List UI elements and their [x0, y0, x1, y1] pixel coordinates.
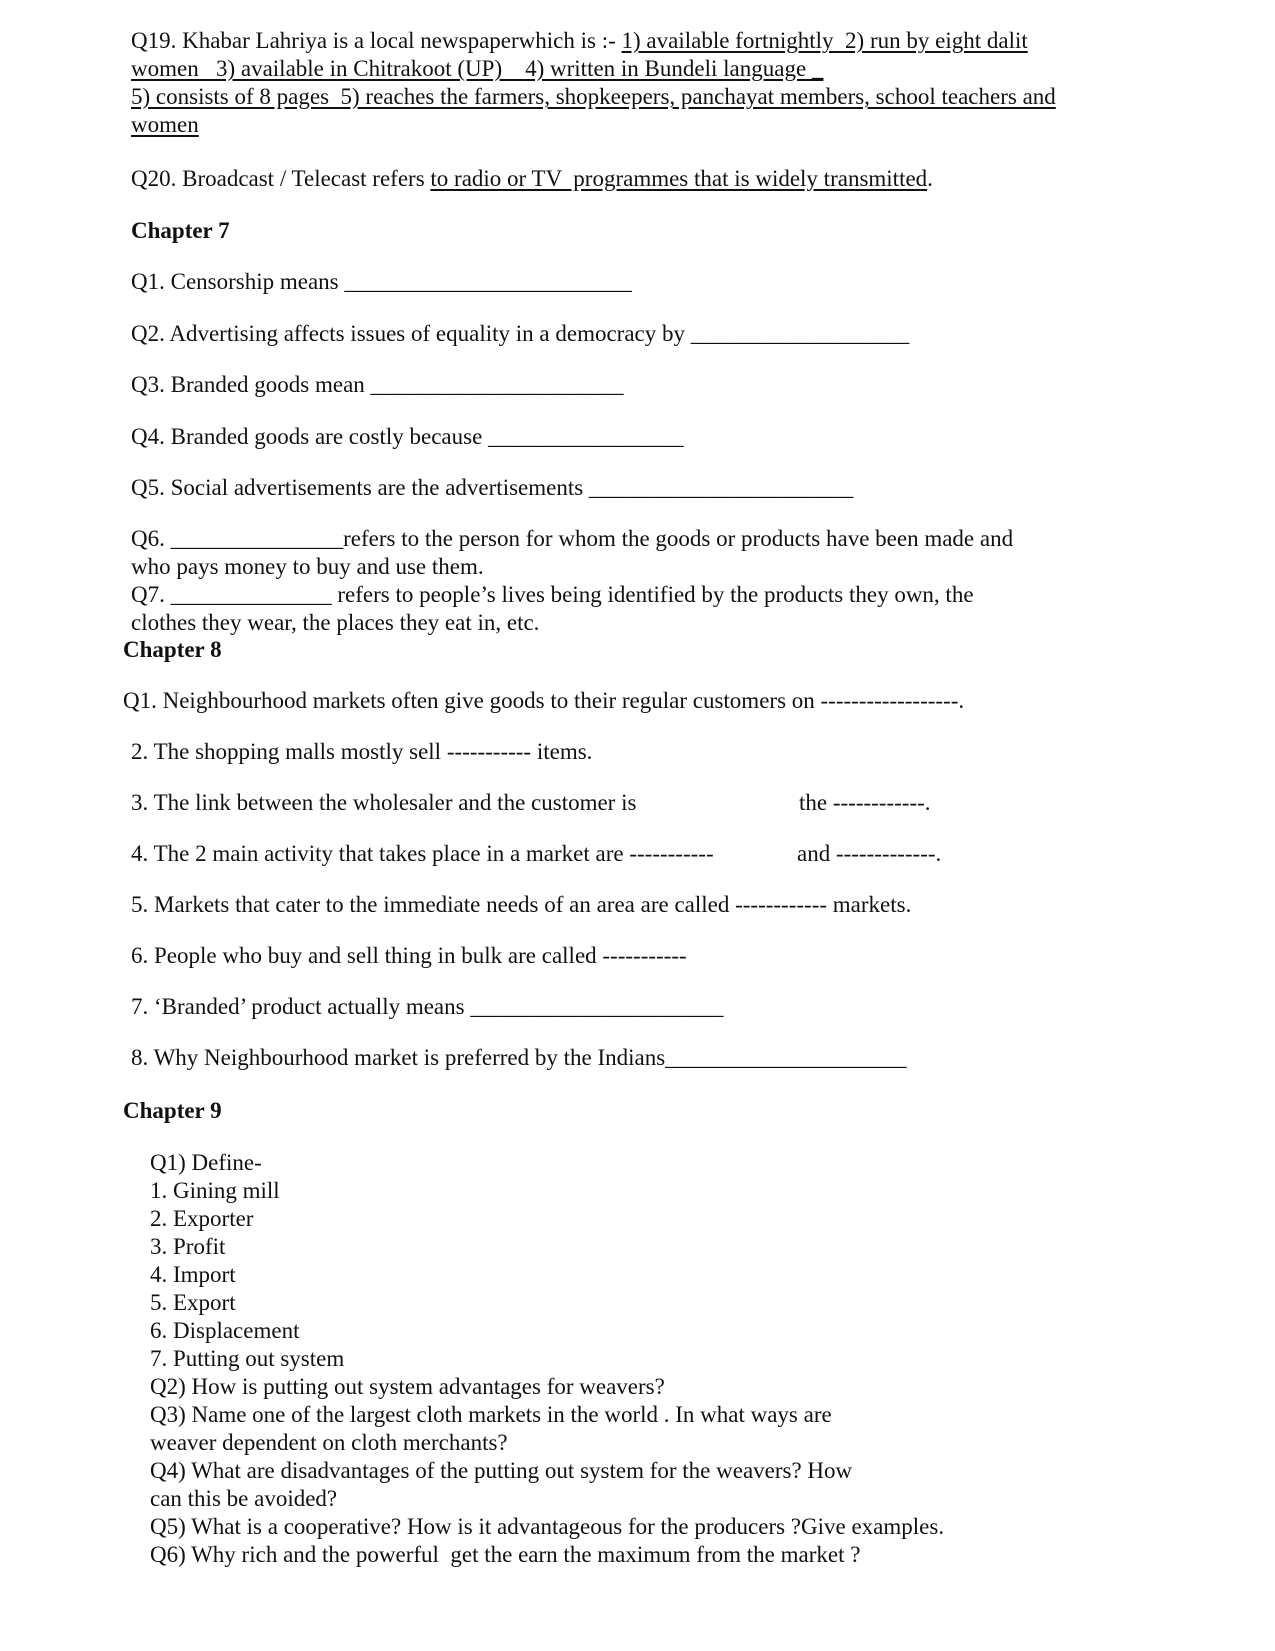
ch7-q4: Q4. Branded goods are costly because _________________ [131, 424, 684, 449]
chapter-8-heading: Chapter 8 [123, 637, 222, 662]
ch9-line: 7. Putting out system [150, 1346, 345, 1371]
ch9-line: 4. Import [150, 1262, 236, 1287]
ch7-q6-line-2: who pays money to buy and use them. [131, 554, 484, 579]
ch9-line: Q1) Define- [150, 1150, 262, 1175]
ch7-q3: Q3. Branded goods mean ______________________ [131, 372, 624, 397]
q20-line [131, 165, 933, 193]
chapter-7-heading: Chapter 7 [131, 218, 230, 243]
q19-line-1 [131, 27, 1028, 55]
ch8-q7: 7. ‘Branded’ product actually means ______________________ [131, 994, 724, 1019]
ch9-line: can this be avoided? [150, 1486, 338, 1511]
ch9-line: 3. Profit [150, 1234, 226, 1259]
ch7-q6-line-1: Q6. _______________refers to the person for whom the goods or products have been made and [131, 526, 1014, 551]
ch8-q4-part-1: 4. The 2 main activity that takes place in a market are ----------- [131, 841, 714, 866]
q20-answer: to radio or TV programmes that is widely transmitted [430, 166, 928, 191]
q19-line-2: women 3) available in Chitrakoot (UP) 4) written in Bundeli language _ [131, 56, 824, 81]
q19-prefix: Q19. Khabar Lahriya is a local newspaperwhich is :- [131, 28, 622, 53]
ch9-line: Q4) What are disadvantages of the putting out system for the weavers? How [150, 1458, 853, 1483]
q20-suffix: . [927, 166, 933, 191]
ch8-q3-part-2: the ------------. [799, 790, 931, 815]
ch9-line: 2. Exporter [150, 1206, 254, 1231]
ch9-line: Q3) Name one of the largest cloth markets in the world . In what ways are [150, 1402, 832, 1427]
chapter-9-heading: Chapter 9 [123, 1098, 222, 1123]
q19-line-4: women [131, 112, 199, 137]
ch9-line: Q2) How is putting out system advantages for weavers? [150, 1374, 665, 1399]
ch9-line: 6. Displacement [150, 1318, 300, 1343]
ch9-line: 5. Export [150, 1290, 236, 1315]
ch7-q7-line-2: clothes they wear, the places they eat in, etc. [131, 610, 540, 635]
ch8-q5: 5. Markets that cater to the immediate needs of an area are called ------------ markets. [131, 892, 912, 917]
ch8-q6: 6. People who buy and sell thing in bulk are called ----------- [131, 943, 687, 968]
ch7-q1: Q1. Censorship means _________________________ [131, 269, 632, 294]
ch8-q1: Q1. Neighbourhood markets often give goods to their regular customers on ------------------. [123, 688, 965, 713]
ch7-q5: Q5. Social advertisements are the advertisements _______________________ [131, 475, 854, 500]
q20-prefix: Q20. Broadcast / Telecast refers [131, 166, 431, 191]
ch9-line: weaver dependent on cloth merchants? [150, 1430, 508, 1455]
ch8-q3-part-1: 3. The link between the wholesaler and the customer is [131, 790, 637, 815]
q19-answer-part-1: 1) available fortnightly 2) run by eight dalit [621, 28, 1028, 53]
ch8-q8: 8. Why Neighbourhood market is preferred by the Indians_____________________ [131, 1045, 907, 1070]
ch9-line: Q5) What is a cooperative? How is it advantageous for the producers ?Give examples. [150, 1514, 945, 1539]
q19-line-3: 5) consists of 8 pages 5) reaches the farmers, shopkeepers, panchayat members, school teachers and [131, 84, 1056, 109]
ch9-line: 1. Gining mill [150, 1178, 280, 1203]
ch7-q7-line-1: Q7. ______________ refers to people’s lives being identified by the products they own, the [131, 582, 974, 607]
ch8-q2: 2. The shopping malls mostly sell ----------- items. [131, 739, 593, 764]
ch7-q2: Q2. Advertising affects issues of equality in a democracy by ___________________ [131, 321, 910, 346]
ch8-q4-part-2: and -------------. [797, 841, 942, 866]
ch9-line: Q6) Why rich and the powerful get the earn the maximum from the market ? [150, 1542, 861, 1567]
